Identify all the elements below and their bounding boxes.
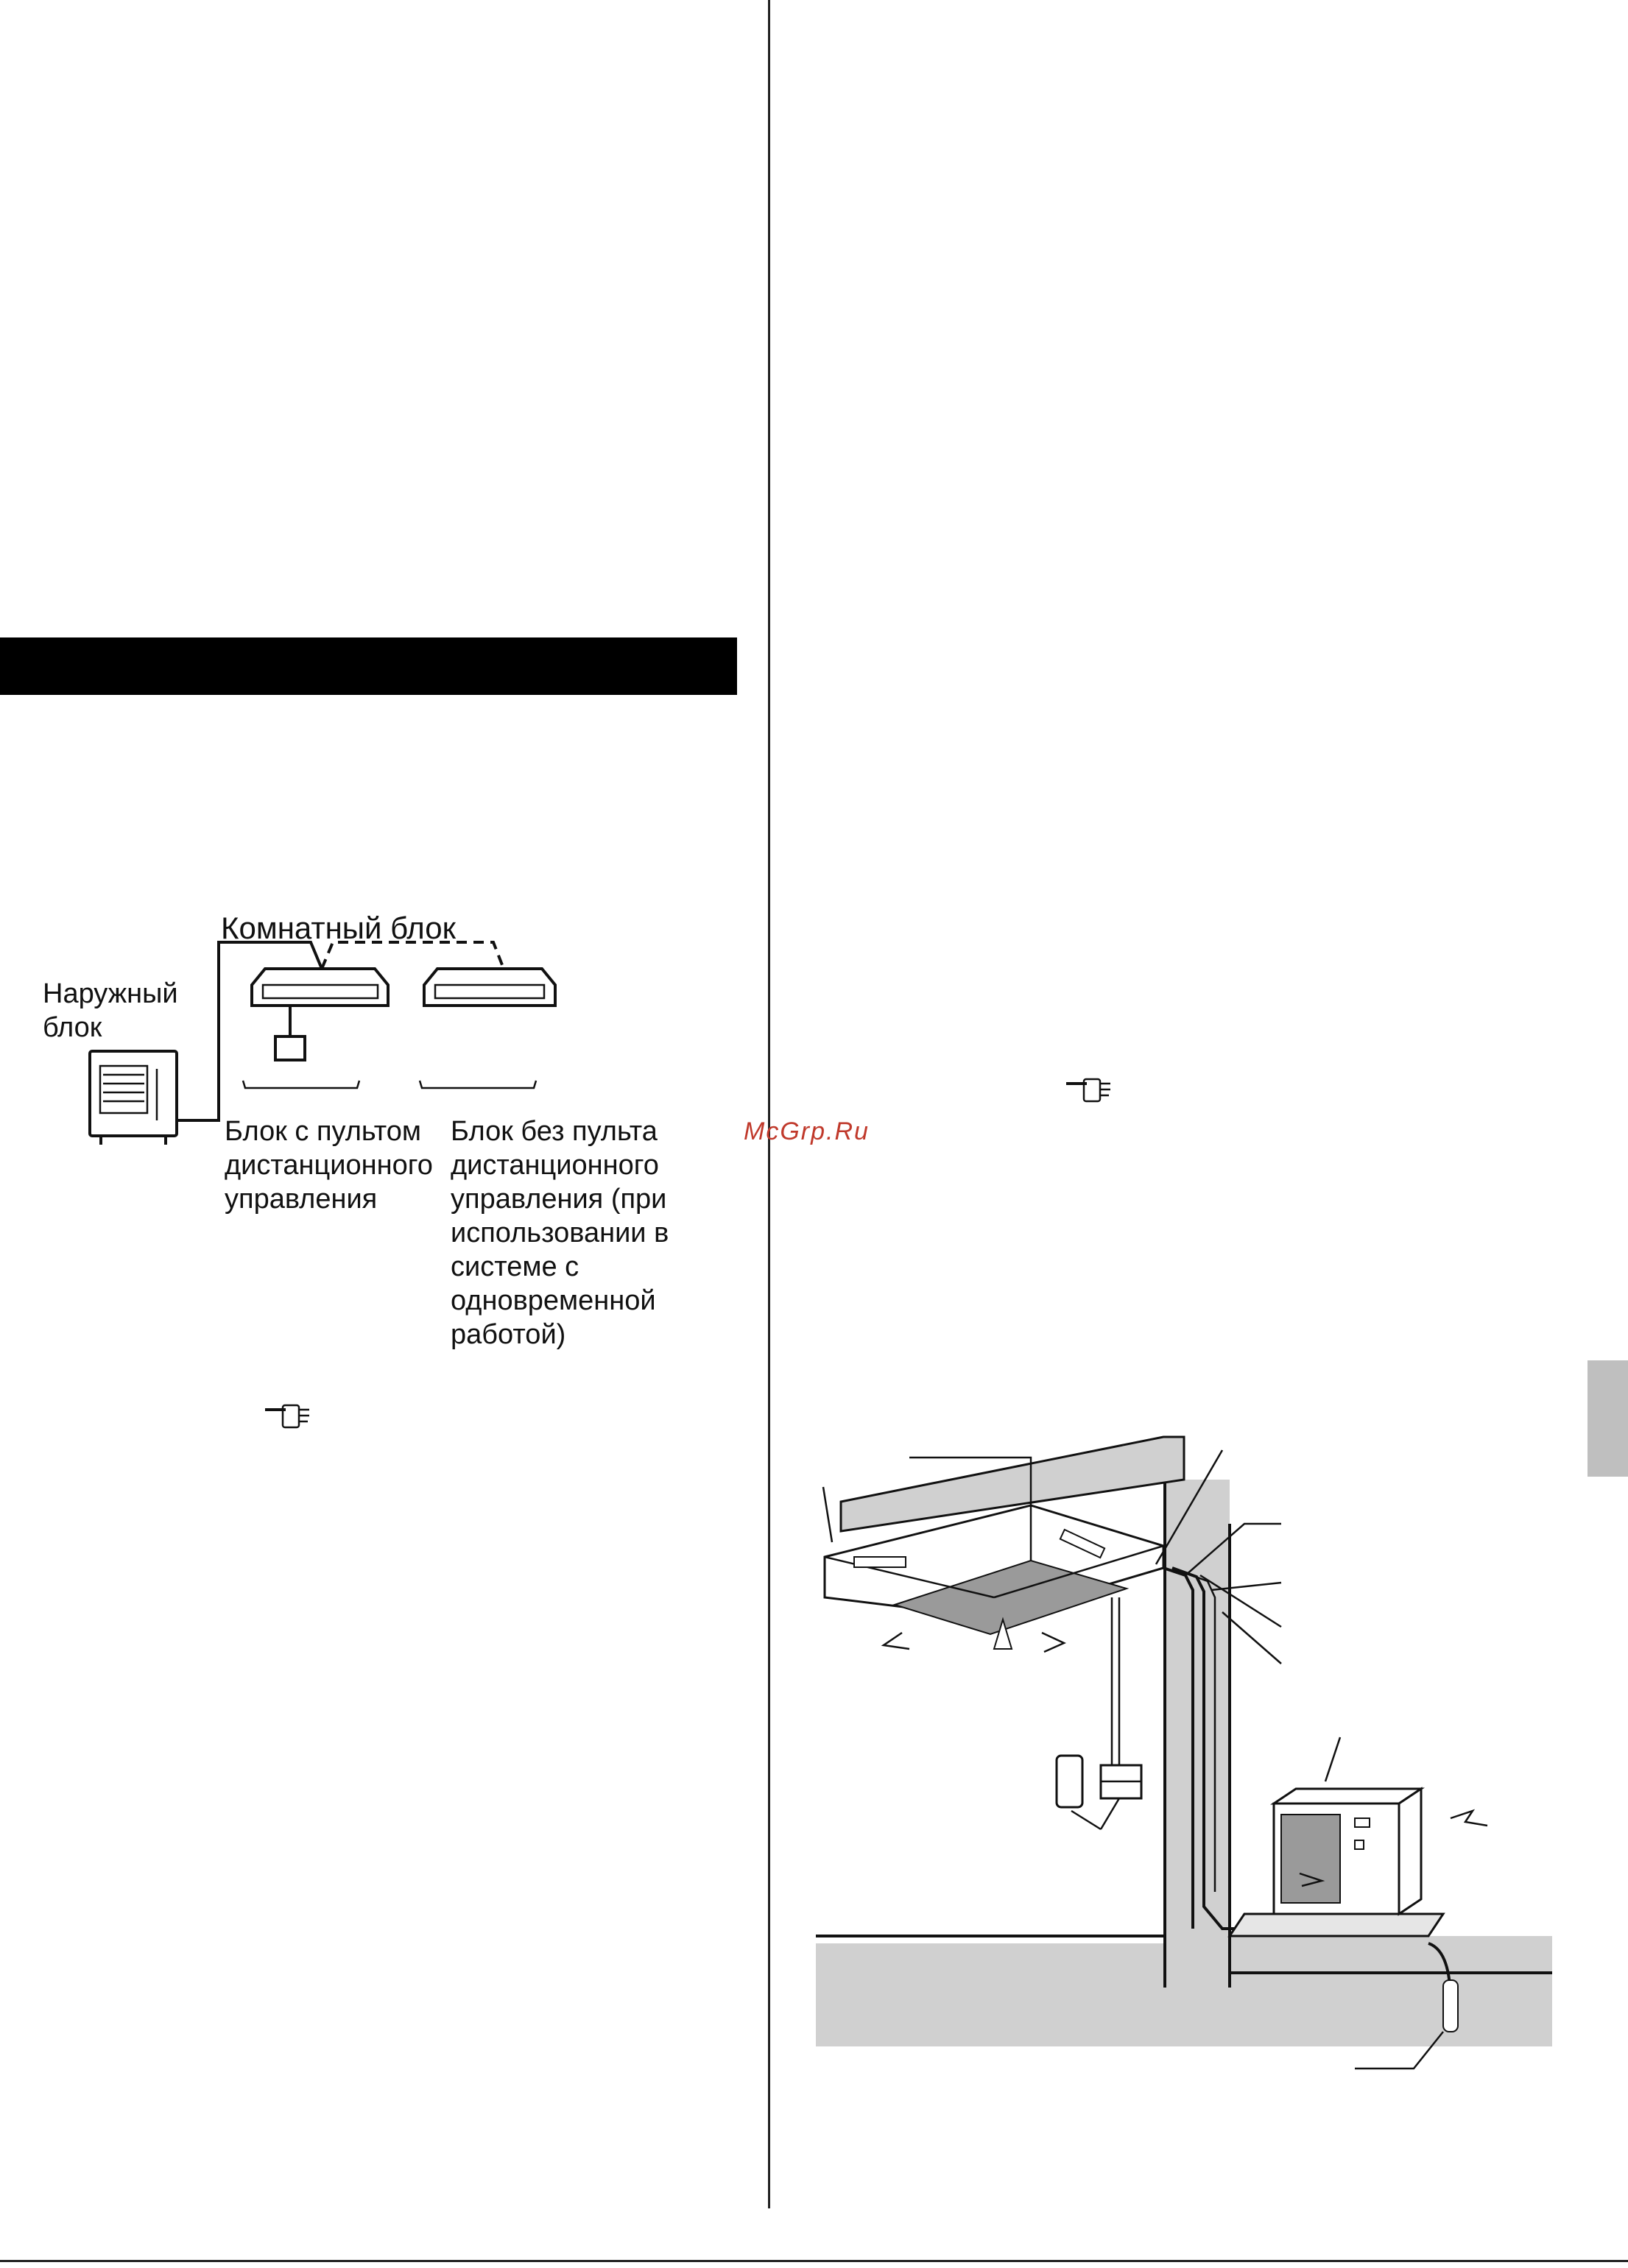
- remote-controller-icon: [1057, 1597, 1141, 1829]
- unit-with-remote-label: Блок с пультом дистанционного управления: [225, 1116, 433, 1215]
- indoor-unit-with-remote-icon: [243, 969, 388, 1088]
- outdoor-unit-icon: [1230, 1789, 1487, 1936]
- pointing-hand-icon: [264, 1402, 323, 1432]
- unit-without-remote-label: Блок без пульта дистанционного управления (при использовании в системе с одновременной работой): [451, 1116, 669, 1350]
- outdoor-unit-icon: [90, 1051, 177, 1145]
- indoor-unit-label: Комнатный блок: [221, 911, 456, 945]
- watermark: McGrp.Ru: [744, 1117, 870, 1145]
- section-header-bar: [0, 637, 737, 695]
- column-divider: [768, 0, 770, 2208]
- installation-illustration: [810, 1421, 1627, 2098]
- outdoor-unit-label: Наружный блок: [43, 978, 178, 1043]
- pointing-hand-icon: [1065, 1076, 1124, 1106]
- remote-controller-icon: [275, 1036, 305, 1060]
- bottom-rule: [0, 2260, 1628, 2262]
- indoor-unit-without-remote-icon: [420, 969, 555, 1088]
